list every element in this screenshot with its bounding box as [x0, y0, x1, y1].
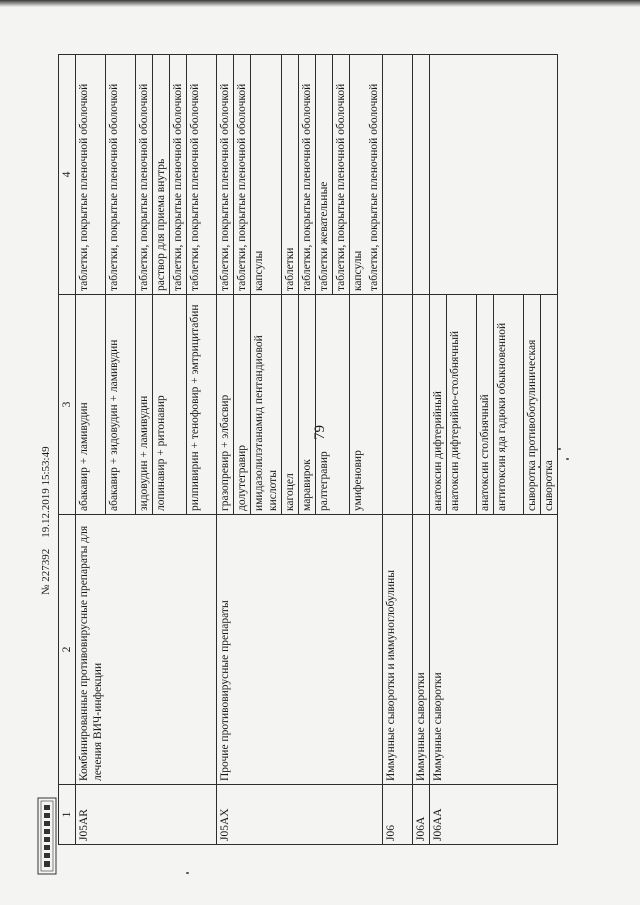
dosage-form: таблетки, покрытые пленочной оболочкой [299, 55, 316, 295]
dosage-form: капсулы [350, 55, 367, 295]
group-name: Прочие противовирусные препараты [217, 515, 383, 785]
dosage-form: таблетки, покрытые пленочной оболочкой [106, 55, 136, 295]
header-col-1: 1 [59, 785, 76, 845]
scan-top-edge [0, 0, 640, 7]
header-col-4: 4 [59, 55, 76, 295]
print-timestamp: 19.12.2019 15:53:49 [40, 446, 52, 538]
atc-code: J05AR [76, 785, 217, 845]
dosage-form: таблетки, покрытые пленочной оболочкой [170, 55, 187, 295]
drug-name: анатоксин дифтерийный [430, 295, 447, 515]
table-row [413, 55, 430, 845]
atc-code: J06A [413, 785, 430, 845]
table-row [217, 55, 234, 845]
drug-name: кагоцел [282, 295, 299, 515]
atc-code: J06 [383, 785, 413, 845]
medicines-table [58, 54, 558, 845]
dosage-form: таблетки жевательные [316, 55, 333, 295]
drug-name: абакавир + зидовудин + ламивудин [106, 295, 136, 515]
drug-name: сыворотка [541, 295, 558, 515]
group-name: Комбинированные противовирусные препараты для лечения ВИЧ-инфекции [76, 515, 217, 785]
drug-name: сыворотка противоботулиническая [524, 295, 541, 515]
drug-name: долутегравир [234, 295, 251, 515]
document-number: № 227392 [40, 548, 52, 595]
dosage-form: раствор для приема внутрь [153, 55, 170, 295]
drug-name: рилпивирин + тенофовир + эмтрицитабин [187, 295, 217, 515]
drug-name: лопинавир + ритонавир [153, 295, 187, 515]
drug-name: абакавир + ламивудин [76, 295, 106, 515]
header-row [59, 55, 76, 845]
dosage-form: таблетки, покрытые пленочной оболочкой [187, 55, 217, 295]
drug-name-empty [383, 295, 413, 515]
scan-speck [186, 872, 189, 874]
rotated-table-container [58, 55, 555, 845]
drug-name-empty [413, 295, 430, 515]
table-row [76, 55, 106, 845]
drug-name: гразопревир + элбасвир [217, 295, 234, 515]
dosage-form: таблетки, покрытые пленочной оболочкой [234, 55, 251, 295]
dosage-form: таблетки, покрытые пленочной оболочкой [217, 55, 234, 295]
page-number: 79 [312, 425, 328, 440]
group-name: Иммунные сыворотки [413, 515, 430, 785]
drug-name: антитоксин яда гадюки обыкновенной [494, 295, 524, 515]
group-name: Иммунные сыворотки [430, 515, 558, 785]
drug-name: анатоксин дифтерийно-столбнячный [447, 295, 477, 515]
dosage-form: таблетки, покрытые пленочной оболочкой [366, 55, 383, 295]
drug-name: анатоксин столбнячный [477, 295, 494, 515]
consultant-plus-stamp [37, 797, 57, 875]
scan-speck [566, 458, 569, 460]
dosage-form: таблетки, покрытые пленочной оболочкой [76, 55, 106, 295]
header-col-3: 3 [59, 295, 76, 515]
dosage-form: таблетки, покрытые пленочной оболочкой [333, 55, 350, 295]
atc-code: J05AX [217, 785, 383, 845]
dosage-form-empty [430, 55, 558, 295]
atc-code: J06AA [430, 785, 558, 845]
header-col-2: 2 [59, 515, 76, 785]
scan-speck [538, 466, 541, 468]
drug-name: умифеновир [350, 295, 383, 515]
scan-speck [558, 448, 561, 450]
drug-name: маравирок [299, 295, 316, 515]
drug-name: имидазолилэтанамид пентандиовой кислоты [251, 295, 282, 515]
group-name: Иммунные сыворотки и иммуноглобулины [383, 515, 413, 785]
drug-name: зидовудин + ламивудин [136, 295, 153, 515]
drug-name: ралтегравир [316, 295, 350, 515]
dosage-form-empty [383, 55, 413, 295]
table-row [430, 55, 447, 845]
dosage-form: таблетки, покрытые пленочной оболочкой [136, 55, 153, 295]
dosage-form: таблетки [282, 55, 299, 295]
table-row [383, 55, 413, 845]
dosage-form-empty [413, 55, 430, 295]
document-footer [40, 446, 52, 595]
dosage-form: капсулы [251, 55, 282, 295]
